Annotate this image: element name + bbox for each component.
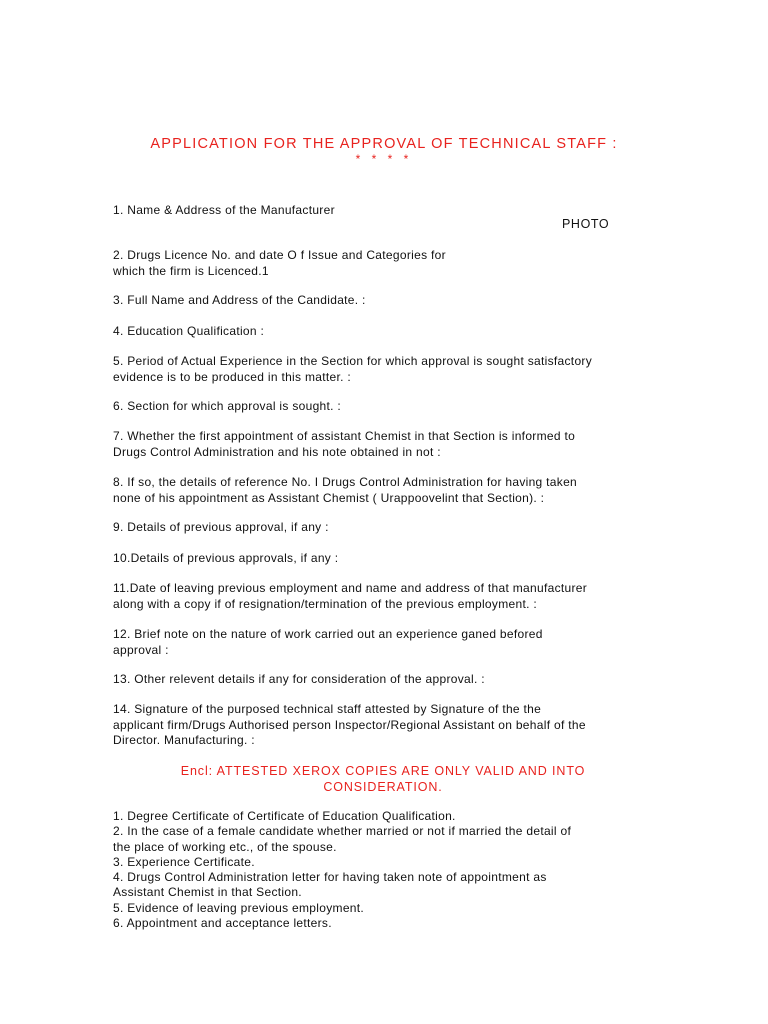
item-11-leaving-employment: 11.Date of leaving previous employment and name and address of that manufacturer along with a copy if of resignation/termination of the previous employment. :: [113, 581, 588, 611]
item-1-manufacturer: 1. Name & Address of the Manufacturer: [113, 203, 335, 217]
item-5-experience: 5. Period of Actual Experience in the Section for which approval is sought satisfactory evidence is to be produced in this matter. :: [113, 354, 593, 384]
list-item: 2. In the case of a female candidate whether married or not if married the detail of the place of working etc., of the spouse.: [113, 824, 572, 854]
photo-label: PHOTO: [562, 217, 610, 231]
item-12-nature-of-work: 12. Brief note on the nature of work carried out an experience ganed befored approval :: [113, 627, 543, 657]
item-9-previous-approval: 9. Details of previous approval, if any :: [113, 520, 329, 534]
list-item: 5. Evidence of leaving previous employment.: [113, 900, 365, 915]
item-2-drugs-licence: 2. Drugs Licence No. and date O f Issue and Categories for which the firm is Licenced.1: [113, 248, 446, 278]
document-title: APPLICATION FOR THE APPROVAL OF TECHNICAL STAFF :: [150, 136, 618, 152]
title-separator-stars: * * * *: [355, 152, 413, 166]
enclosure-note: Encl: ATTESTED XEROX COPIES ARE ONLY VALID AND INTO CONSIDERATION.: [180, 764, 586, 794]
item-7-first-appointment: 7. Whether the first appointment of assistant Chemist in that Section is informed to Drugs Control Administration and his note obtained in not :: [113, 429, 576, 459]
item-8-reference-details: 8. If so, the details of reference No. I Drugs Control Administration for having taken none of his appointment as Assistant Chemist ( Urappoovelint that Section). :: [113, 475, 578, 505]
list-item: 3. Experience Certificate.: [113, 854, 255, 869]
item-6-section: 6. Section for which approval is sought. :: [113, 399, 342, 413]
list-item: 4. Drugs Control Administration letter for having taken note of appointment as Assistant Chemist in that Section.: [113, 870, 547, 900]
list-item: 6. Appointment and acceptance letters.: [113, 916, 332, 931]
item-14-signature: 14. Signature of the purposed technical staff attested by Signature of the the applicant firm/Drugs Authorised person Inspector/Regional Assistant on behalf of the Director. Manufacturing. :: [113, 702, 586, 747]
item-4-education: 4. Education Qualification :: [113, 324, 265, 338]
item-13-other-details: 13. Other relevent details if any for consideration of the approval. :: [113, 672, 485, 686]
item-10-previous-approvals: 10.Details of previous approvals, if any :: [113, 551, 339, 565]
list-item: 1. Degree Certificate of Certificate of Education Qualification.: [113, 809, 456, 823]
item-3-candidate-name: 3. Full Name and Address of the Candidate. :: [113, 293, 366, 307]
enclosure-list: [113, 809, 673, 931]
